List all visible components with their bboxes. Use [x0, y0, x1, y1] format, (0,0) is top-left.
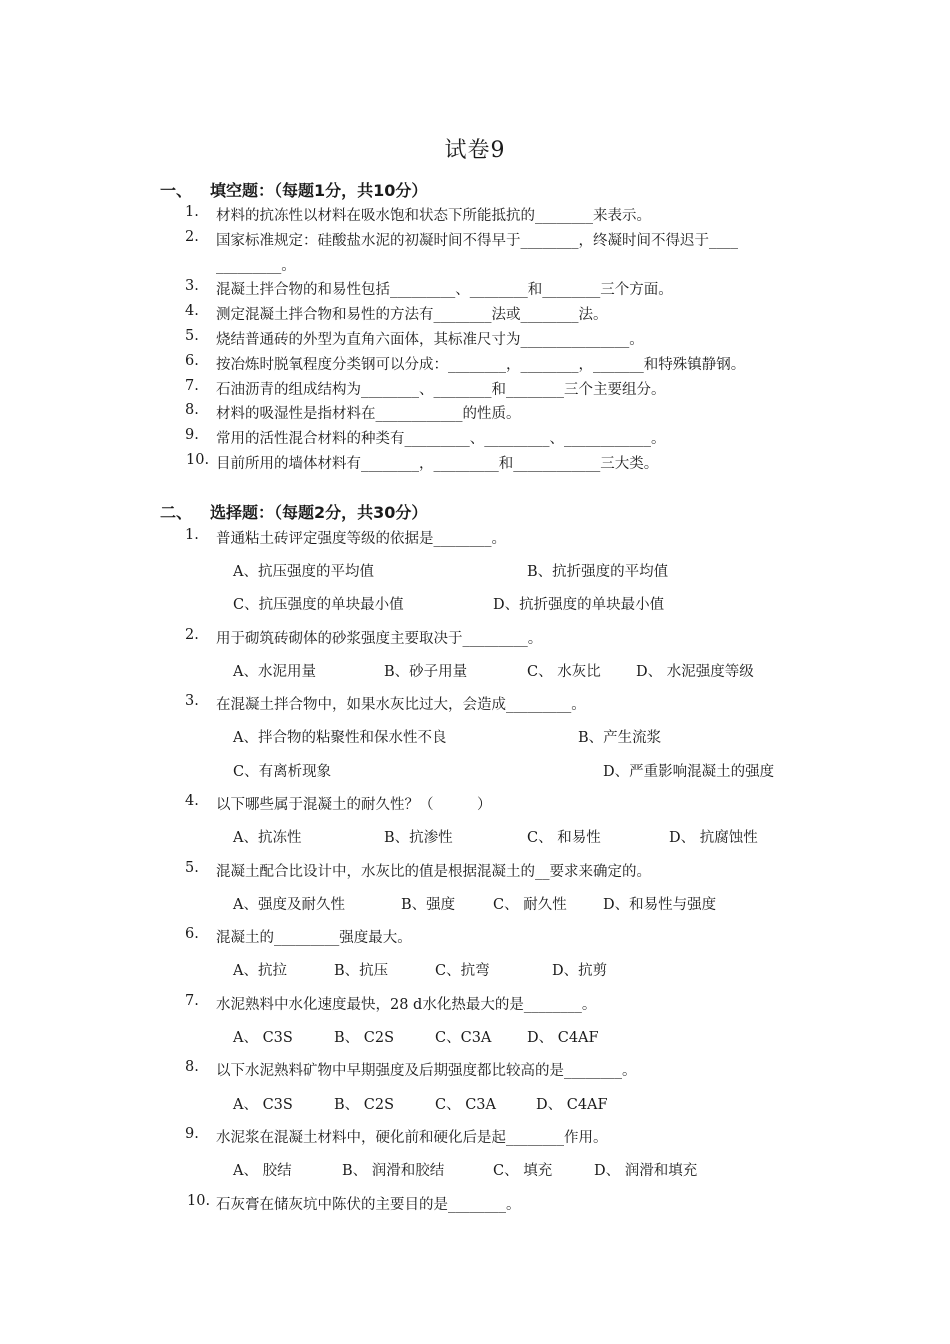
fill-item-text-continued: _________。	[216, 258, 296, 274]
fill-item-text: 石油沥青的组成结构为________、________和________三个主要组分。	[216, 382, 666, 398]
question-number: 2.	[185, 627, 199, 643]
option-b: B、 C2S	[334, 1097, 395, 1113]
question-number: 10.	[187, 1193, 211, 1209]
fill-item-number: 4.	[185, 303, 199, 319]
option-d: D、 抗腐蚀性	[669, 830, 758, 846]
question-text: 石灰膏在储灰坑中陈伏的主要目的是________。	[216, 1197, 521, 1213]
question-text: 在混凝土拌合物中，如果水灰比过大，会造成_________。	[216, 697, 586, 713]
fill-item-text: 目前所用的墙体材料有________，_________和____________三大类。	[216, 456, 659, 472]
option-b: B、砂子用量	[384, 664, 468, 680]
fill-item-text: 常用的活性混合材料的种类有_________、_________、____________。	[216, 431, 666, 447]
question-text: 混凝土的_________强度最大。	[216, 930, 412, 946]
fill-item-number: 5.	[185, 328, 199, 344]
fill-item-text: 材料的吸湿性是指材料在____________的性质。	[216, 406, 521, 422]
section-2-number: 二、	[160, 503, 193, 522]
option-d: D、 润滑和填充	[594, 1163, 698, 1179]
option-c: C、 填充	[493, 1163, 553, 1179]
option-c: C、抗弯	[435, 963, 490, 979]
fill-item-number: 7.	[185, 378, 199, 394]
option-b: B、抗折强度的平均值	[527, 564, 669, 580]
question-number: 1.	[185, 527, 199, 543]
option-b: B、 润滑和胶结	[342, 1163, 445, 1179]
question-text: 水泥浆在混凝土材料中，硬化前和硬化后是起________作用。	[216, 1130, 608, 1146]
option-a: A、抗冻性	[233, 830, 302, 846]
question-number: 8.	[185, 1059, 199, 1075]
page-title: 试卷9	[444, 138, 506, 163]
fill-item-text: 材料的抗冻性以材料在吸水饱和状态下所能抵抗的________来表示。	[216, 208, 651, 224]
question-text: 以下哪些属于混凝土的耐久性？（ ）	[216, 797, 492, 813]
option-a: A、抗拉	[233, 963, 287, 979]
option-b: B、 C2S	[334, 1030, 395, 1046]
fill-item-number: 9.	[185, 427, 199, 443]
fill-item-text: 烧结普通砖的外型为直角六面体，其标准尺寸为_______________。	[216, 332, 644, 348]
option-d: D、 水泥强度等级	[636, 664, 754, 680]
section-1-heading	[160, 178, 427, 201]
question-number: 4.	[185, 793, 199, 809]
option-b: B、产生流浆	[578, 730, 662, 746]
fill-item-number: 1.	[185, 204, 199, 220]
option-c: C、 耐久性	[493, 897, 567, 913]
option-a: A、 胶结	[233, 1163, 292, 1179]
question-text: 水泥熟料中水化速度最快，28 d水化热最大的是________。	[216, 997, 597, 1013]
option-c: C、 C3A	[435, 1097, 496, 1113]
fill-item-text: 混凝土拌合物的和易性包括_________、________和________三个方面。	[216, 282, 673, 298]
option-a: A、水泥用量	[233, 664, 316, 680]
option-b: B、抗压	[334, 963, 389, 979]
option-a: A、 C3S	[233, 1030, 293, 1046]
option-b: B、抗渗性	[384, 830, 453, 846]
option-d: D、 C4AF	[527, 1030, 599, 1046]
question-text: 用于砌筑砖砌体的砂浆强度主要取决于_________。	[216, 631, 543, 647]
option-c: C、抗压强度的单块最小值	[233, 597, 404, 613]
option-a: A、抗压强度的平均值	[233, 564, 374, 580]
fill-item-text: 按冶炼时脱氧程度分类钢可以分成：________，________，_______和特殊镇静钢。	[216, 357, 746, 373]
option-d: D、抗剪	[552, 963, 608, 979]
option-d: D、严重影响混凝土的强度	[603, 764, 775, 780]
option-b: B、强度	[401, 897, 456, 913]
question-number: 6.	[185, 926, 199, 942]
option-a: A、拌合物的粘聚性和保水性不良	[233, 730, 447, 746]
option-c: C、有离析现象	[233, 764, 332, 780]
section-1-title: 填空题：（每题1分，共10分）	[210, 181, 428, 200]
fill-item-number: 2.	[185, 229, 199, 245]
fill-item-number: 10.	[186, 452, 210, 468]
question-text: 普通粘土砖评定强度等级的依据是________。	[216, 531, 506, 547]
option-d: D、 C4AF	[536, 1097, 608, 1113]
option-c: C、C3A	[435, 1030, 492, 1046]
fill-item-number: 3.	[185, 278, 199, 294]
fill-item-text: 国家标准规定：硅酸盐水泥的初凝时间不得早于________，终凝时间不得迟于____	[216, 233, 738, 249]
option-d: D、抗折强度的单块最小值	[493, 597, 665, 613]
option-d: D、和易性与强度	[603, 897, 717, 913]
option-a: A、 C3S	[233, 1097, 293, 1113]
fill-item-number: 8.	[185, 402, 199, 418]
option-c: C、 水灰比	[527, 664, 601, 680]
question-number: 5.	[185, 860, 199, 876]
section-2-title: 选择题：（每题2分，共30分）	[210, 503, 428, 522]
option-a: A、强度及耐久性	[233, 897, 345, 913]
section-2-heading	[160, 500, 427, 523]
fill-item-text: 测定混凝土拌合物和易性的方法有________法或________法。	[216, 307, 608, 323]
section-1-number: 一、	[160, 181, 193, 200]
question-text: 混凝土配合比设计中，水灰比的值是根据混凝土的__要求来确定的。	[216, 864, 651, 880]
question-number: 3.	[185, 693, 199, 709]
option-c: C、 和易性	[527, 830, 601, 846]
question-number: 9.	[185, 1126, 199, 1142]
question-text: 以下水泥熟料矿物中早期强度及后期强度都比较高的是________。	[216, 1063, 637, 1079]
question-number: 7.	[185, 993, 199, 1009]
fill-item-number: 6.	[185, 353, 199, 369]
